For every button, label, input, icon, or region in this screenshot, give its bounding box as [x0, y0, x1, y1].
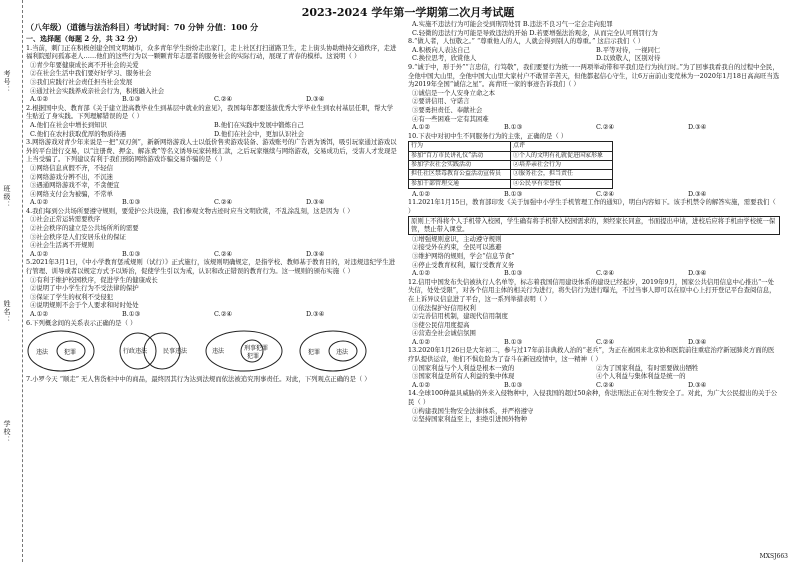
question-3: 3.网络游戏对青少年来说是一把“双刃剑”，新新网络游戏人士以低价售卖游戏装备、游戏账号的广告语为诱饵，吸引玩家通过游戏以外的平台进行交易，以“注册费、押金、解冻费”等名义诱导玩家转账汇款，之后玩家继续与网络游戏，交易成功后，受害人才发现是上当受骗了。下列建议有利于我们预防网络游戏诈骗交易诈骗的是（ ）: [26, 138, 397, 164]
question-14: 14.全球100种最具威胁的外来入侵物种中，入侵我国的超过50余种，你法刑法正在对生物安全了。对此，为广大公民提出的关于公民（ ）: [408, 389, 778, 407]
school-label: 学校：: [3, 420, 11, 444]
q7-option: A.实施不违法行为可能会受到刑罚处罚 B.违法不良习气一定会走向犯罪: [412, 20, 613, 28]
q4-option: ④社会生活离不开规则: [30, 241, 94, 250]
venn-a-label-2: 犯罪: [64, 349, 77, 357]
venn-a: [26, 329, 96, 373]
table-row: 参加干部管理交通 ④公民享有荣誉权: [409, 179, 613, 188]
q5-option: ④说明规则不会于个人要求和时时处处: [30, 301, 139, 310]
question-11: 11.2021年1月15日，教育部印发《关于加强中小学生手机管理工作的通知》，明白内容如下。该手机禁令的解答实施，需要我们（ ）: [408, 198, 776, 215]
question-1: 1.当前，刺门正在积极创建全国文明城市，众多青年学生纷纷走出家门，走上社区打扫道路卫生，走上街头协助维持交通秩序，走进福利院慰问孤寡老人……他们的这些行为以一颗颗青年志愿者的服务社会的实际行动，展现了青春的模样。这说明（ ）: [26, 43, 397, 61]
q13-options: ③国家利益是所有人利益的集中体现 ④个人利益与集体利益是统一的: [412, 372, 686, 381]
q13-options: ①国家利益与个人利益是根本一致的 ②为了国家利益，有时需要做出牺牲: [412, 363, 699, 372]
q11-option: ③维护网络的规则，学会“信息节食”: [412, 251, 515, 260]
q9-option: ④有一些困难一定有其困难: [412, 114, 489, 123]
left-column: [26, 20, 398, 424]
q12-option: ①依法保护好信用权利: [412, 303, 476, 312]
q11-notice-box: 原则上不得将个人手机带入校园，学生确有将手机带入校园需求的，须经家长同意，书面提出申请，进校后应将手机由学校统一保管，禁止带入课堂。: [408, 216, 780, 235]
question-8: 8.“做人者，人恒敬之。” “尊重他人的人，人就会得到别人的尊重。” 这启示我们（ ）: [408, 37, 645, 46]
venn-d-label-1: 犯罪: [308, 349, 321, 357]
table-row: 担任社区禁毒教育公益活动宣传员 ③服务社会，担当责任: [409, 170, 613, 179]
q4-option: ①社会正常运转需要秩序: [30, 215, 101, 224]
q9-option: ②要讲信用、守诺言: [412, 97, 470, 106]
exam-subtitle: （八年级）（道德与法治科目）考试时间：70 分钟 分值：100 分: [26, 22, 259, 32]
q3-option: ①网络信息真假不齐，不轻信: [30, 163, 114, 172]
q4-option: ③社会秩序是人们安居乐业的保证: [30, 232, 126, 241]
q12-option: ③使公民信用度提高: [412, 320, 470, 329]
venn-diagrams: [26, 329, 398, 373]
binding-margin: [0, 0, 23, 562]
q5-answers: A.①② B.①③ C.②④ D.③④: [30, 310, 325, 318]
q2-answers: C.他们在农村获取优厚的物质待遇 D.他们在社会中，更加认识社会: [30, 129, 305, 138]
q3-option: ④网络支付会为被骗，不常单: [30, 189, 114, 198]
section-heading: 一、选择题（每题 2 分，共 32 分）: [26, 34, 142, 43]
table-row: 参加学农社会实践活动 ②培养亲社会行为: [409, 160, 613, 169]
exam-page: [26, 4, 790, 558]
q7-option: C.轻微的违法行为可能是导致违法的开始 D.若要增强法治观念，从而完全认可刑罚行为: [412, 28, 658, 37]
name-label: 姓名：: [3, 300, 11, 324]
q9-option: ①诚信是一个人安身立命之本: [412, 88, 496, 97]
question-5: 5.2021年3月1日，《中小学教育惩戒规则（试行）》正式施行，该规则明确规定，是指学校、教师基于教育目的，对违规违纪学生进行管理、训导或者以规定方式予以矫治，促使学生引以为戒，认识和改正错误的教育行为。这一规则的颁布实施（ ）: [26, 258, 396, 276]
q11-option: ①增强规则意识，主动遵守规则: [412, 234, 502, 243]
q8-answers: C.换位思考，欣赏他人 D.以致敬人，区别对待: [412, 54, 661, 63]
venn-c-label-1: 违法: [212, 348, 225, 356]
question-2: 2.根据国中央、教育部《关于建立进高教毕业生到基层中就业的意见》，我国每年都要选拔优秀大学毕业生到农村基层任职，帮大学生贴近了身实践。下列理解错误的是（ ）: [26, 103, 394, 121]
q1-option: ③我们应践行社会责任担当社会发展: [30, 77, 133, 86]
q11-answers: A.①② B.①③ C.②④ D.③④: [412, 269, 707, 278]
document-code: MXSJ663: [759, 553, 788, 560]
question-6: 6.下列概念间的关系表示正确的是（ ）: [26, 318, 137, 327]
question-7: 7.小罗今天 “顺走” 无人售货柜中中的商品，最终因其行为达到法规而依法被追究刑事责任。对此，下列观点正确的是（ ）: [26, 375, 371, 384]
question-13: 13.2020年1月26日是大年初二，参与过17年前非典救人治的“老兵”，为正在被困来北京协和医院前往重症治疗新冠肺炎方面的医疗队提供运营，他们不惧危险为了奋斗在新冠疫情中，这一精神（ ）: [408, 346, 775, 364]
q9-option: ③要勇担责任、奉献社会: [412, 105, 483, 114]
q14-option: ①构建我国生物安全法律体系，并严格遵守: [412, 406, 534, 415]
venn-c: [204, 329, 284, 373]
q5-option: ②说明了中小学生行为不受法律的保护: [30, 284, 139, 293]
q8-answers: A.积极向人表达自己 B.平等对待，一视同仁: [412, 45, 661, 54]
q1-option: ①青少年要健康成长离不开社会的关爱: [30, 60, 139, 69]
q4-answers: A.①② B.①③ C.②④ D.③④: [30, 249, 325, 258]
q14-option: ②坚持国家利益至上，拒绝引进国外物种: [412, 415, 528, 424]
venn-b-label-1: 行政违法: [123, 348, 148, 356]
q12-option: ②完善信用机制，建现代信用制度: [412, 312, 508, 321]
right-column: [408, 20, 780, 424]
venn-c-label-3: 犯罪: [247, 353, 260, 361]
exam-title: 2023-2024 学年第一学期第二次月考试题: [301, 6, 515, 19]
venn-b: [110, 329, 190, 373]
q9-answers: A.①② B.①③ C.②④ D.③④: [412, 123, 707, 132]
q10-table: [408, 141, 613, 188]
q2-answers: A.他们在社会中增长到知识 B.他们在实践中发展中锻炼自己: [30, 120, 304, 129]
venn-d: [298, 329, 368, 373]
q1-answers: A.①② B.①③ C.②④ D.③④: [30, 95, 325, 104]
table-row: 参加“百万市民讲礼仪”活动 ①个人的文明有礼就促进国家形象: [409, 151, 613, 160]
question-12: 12.信用中国发布失信被执行人名单等，标志着我国信用建设体系的建设已经起步，2019年9月，国家公共信用信息中心推出“一处失信，处处受限”，对各个信用主体的相关行为进行，将失信行为进行曝光，不过当事人即可以在原中心上打开登记平台查阅信息，在上诉异议信息进了平台，这一系列举措表明（ ）: [408, 277, 776, 303]
question-10: 10.下表中对初中生不同服务行为的主张，正确的是（ ）: [408, 131, 568, 140]
venn-d-label-2: 违法: [336, 349, 349, 357]
q3-answers: A.①② B.①③ C.②④ D.③④: [30, 198, 325, 207]
q12-answers: A.①② B.①③ C.②④ D.③④: [412, 337, 707, 346]
question-4: 4.我们每到公共场所要遵守规则，要爱护公共设施，我们参观文物古迹时应当文明欣赏，不乱涂乱刻，这是因为（ ）: [26, 206, 354, 215]
q11-option: ④停止受教育权利，履行受教育义务: [412, 260, 515, 269]
q11-option: ②接受外在约束，全民可以逃避: [412, 243, 502, 252]
venn-b-label-2: 民事违法: [163, 348, 188, 356]
q10-answers: A.①② B.①③ C.②④ D.③④: [412, 189, 707, 198]
q13-answers: A.①② B.①③ C.②④ D.③④: [412, 380, 707, 389]
exam-number-label: 考号：: [3, 70, 11, 94]
q5-option: ①有利于维护校园秩序，促进学生的健康成长: [30, 275, 158, 284]
q1-option: ④通过社会实践养成亲社会行为，积极融入社会: [30, 86, 165, 95]
table-row: 行为 点评: [409, 142, 613, 151]
q3-option: ③遇通网络游戏不幸，不贪便宜: [30, 181, 120, 190]
class-label: 班级：: [3, 185, 11, 209]
venn-a-label-1: 违法: [36, 349, 49, 357]
venn-c-label-2: 刑事犯罪: [244, 345, 269, 353]
q3-option: ②网络游戏分辨不出，不沉迷: [30, 172, 114, 181]
q5-option: ③保证了学生的权利不受侵犯: [30, 292, 114, 301]
q12-option: ④营造全社会诚信氛围: [412, 329, 476, 338]
question-9: 9.“诚于中，形于外”“言忠信，行笃敬”，我们要要行为统一一两项举动带和平我们是行为执行时。”为了回事我看我自的过程中全民，全他中国大山里，全他中国大山里大家村户不敢冒辛苦天，但他都起信心守生，让6万亩前山变荒林为一2020年1月18日高高旺当选为2019年全国“诚信之星”。高青旺一家的事迹告诉我们（ ）: [408, 62, 780, 89]
q4-option: ②社会秩序的建立是公共场所所的需要: [30, 224, 139, 233]
q1-option: ②在社会生活中我们要好好学习、服务社会: [30, 69, 152, 78]
